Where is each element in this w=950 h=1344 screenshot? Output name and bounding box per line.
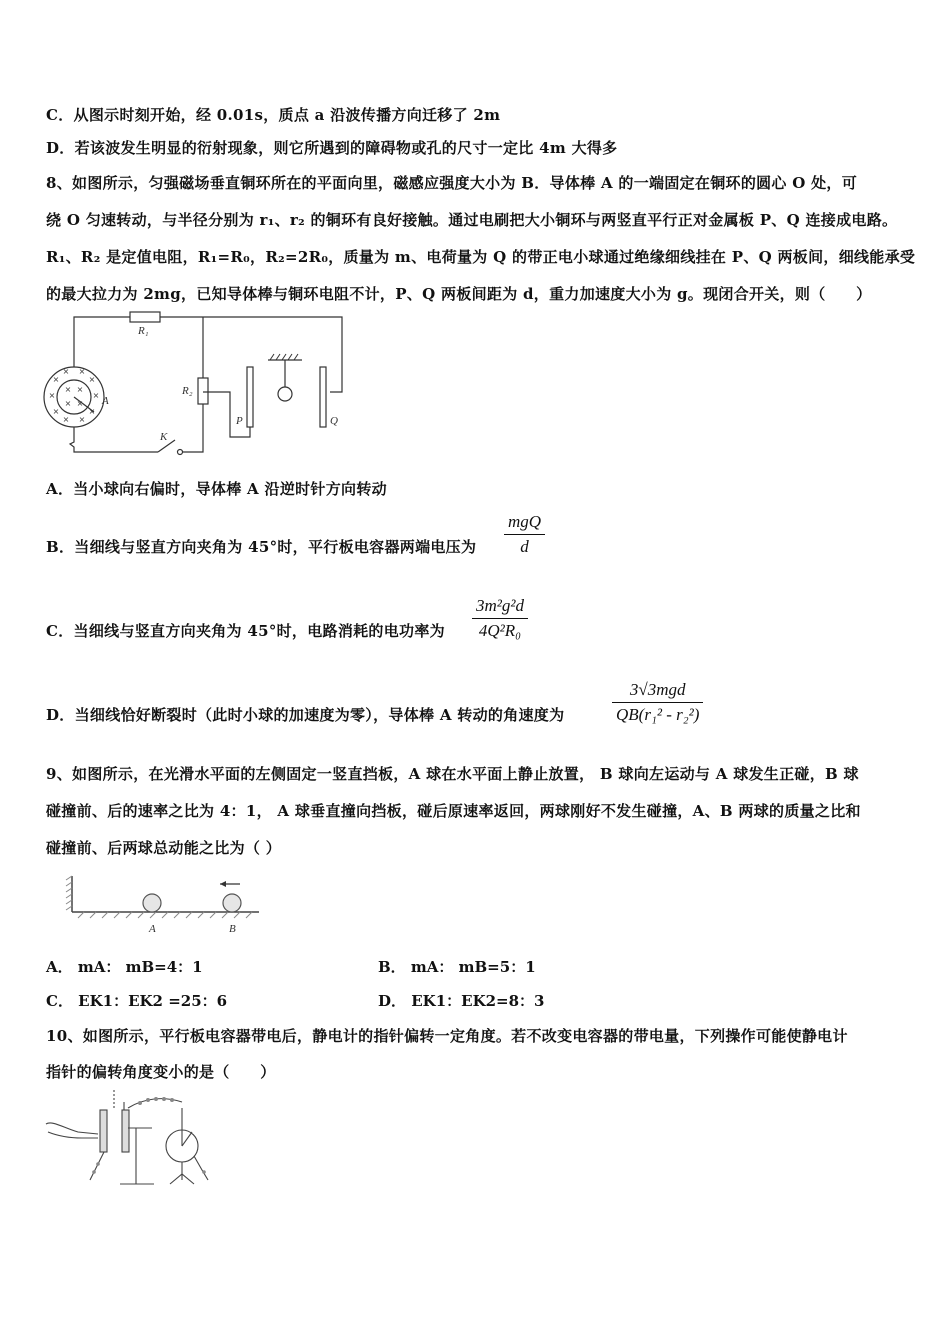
q8-circuit-figure [40, 312, 360, 462]
q8-stem-line3: R₁、R₂ 是定值电阻，R₁=R₀，R₂=2R₀，质量为 m、电荷量为 Q 的带正电小球通过绝缘细线挂在 P、Q 两板间，细线能承受 [46, 248, 916, 266]
q8-option-b: B．当细线与竖直方向夹角为 45°时，平行板电容器两端电压为 [46, 538, 477, 556]
label-r2: R₂ [182, 385, 193, 397]
q8-option-a: A．当小球向右偏时，导体棒 A 沿逆时针方向转动 [46, 480, 387, 498]
q8-stem-line4: 的最大拉力为 2mg，已知导体棒与铜环电阻不计，P、Q 两板间距为 d，重力加速度大小为 g。现闭合开关，则（ ） [46, 285, 872, 303]
svg-text:×: × [76, 399, 84, 408]
label-r1: R₁ [138, 325, 149, 337]
formula-c [472, 596, 528, 641]
q10-electroscope-figure [44, 1088, 219, 1194]
q10-stem-line1: 10、如图所示，平行板电容器带电后，静电计的指针偏转一定角度。若不改变电容器的带电量，下列操作可能使静电计 [46, 1027, 848, 1045]
q9-stem-line2: 碰撞前、后的速率之比为 4：1， A 球垂直撞向挡板，碰后原速率返回，两球刚好不发生碰撞，A、B 两球的质量之比和 [46, 802, 861, 820]
svg-text:×: × [78, 367, 86, 376]
svg-text:×: × [52, 375, 60, 384]
q8-option-d: D．当细线恰好断裂时（此时小球的加速度为零），导体棒 A 转动的角速度为 [46, 706, 565, 724]
q8-stem-line2: 绕 O 匀速转动，与半径分别为 r₁、r₂ 的铜环有良好接触。通过电刷把大小铜环与两竖直平行正对金属板 P、Q 连接成电路。 [46, 211, 898, 229]
label-a: A [102, 395, 109, 407]
svg-text:×: × [76, 385, 84, 394]
label-q: Q [330, 415, 338, 427]
option-c-previous: C．从图示时刻开始，经 0.01s，质点 a 沿波传播方向迁移了 2m [46, 106, 501, 124]
q9-option-b: B． mA： mB=5：1 [378, 958, 536, 976]
formula-c-den: 4Q²R₀ [478, 621, 522, 640]
formula-d-num: 3√3mgd [629, 680, 686, 699]
option-d-previous: D．若该波发生明显的衍射现象，则它所遇到的障碍物或孔的尺寸一定比 4m 大得多 [46, 139, 618, 157]
q8-stem-line1: 8、如图所示，匀强磁场垂直铜环所在的平面向里，磁感应强度大小为 B．导体棒 A 的一端固定在铜环的圆心 O 处，可 [46, 174, 858, 192]
q10-stem-line2: 指针的偏转角度变小的是（ ） [46, 1063, 276, 1081]
svg-text:×: × [78, 415, 86, 424]
svg-text:×: × [62, 415, 70, 424]
svg-text:×: × [88, 407, 96, 416]
svg-text:×: × [88, 375, 96, 384]
svg-text:×: × [52, 407, 60, 416]
q9-option-a: A． mA： mB=4：1 [46, 958, 203, 976]
svg-text:×: × [92, 391, 100, 400]
svg-text:×: × [62, 367, 70, 376]
label-ball-b: B [229, 923, 236, 935]
formula-d-den: QB(r₁² - r₂²) [616, 705, 700, 724]
formula-b [504, 512, 545, 557]
q9-collision-figure [64, 874, 264, 936]
svg-text:×: × [64, 399, 72, 408]
label-p: P [236, 415, 243, 427]
formula-b-den: d [520, 537, 529, 556]
formula-d [612, 680, 703, 725]
label-k: K [160, 431, 168, 443]
q9-stem-line3: 碰撞前、后两球总动能之比为（ ） [46, 839, 282, 857]
q8-option-c: C．当细线与竖直方向夹角为 45°时，电路消耗的电功率为 [46, 622, 445, 640]
svg-text:×: × [64, 385, 72, 394]
formula-c-num: 3m²g²d [476, 596, 524, 615]
label-ball-a: A [149, 923, 156, 935]
formula-b-num: mgQ [508, 512, 542, 531]
q9-option-c: C． EK1：EK2 =25：6 [46, 992, 228, 1010]
svg-text:×: × [48, 391, 56, 400]
q9-stem-line1: 9、如图所示，在光滑水平面的左侧固定一竖直挡板，A 球在水平面上静止放置， B 球向左运动与 A 球发生正碰，B 球 [46, 765, 859, 783]
q9-option-d: D． EK1：EK2=8：3 [378, 992, 545, 1010]
